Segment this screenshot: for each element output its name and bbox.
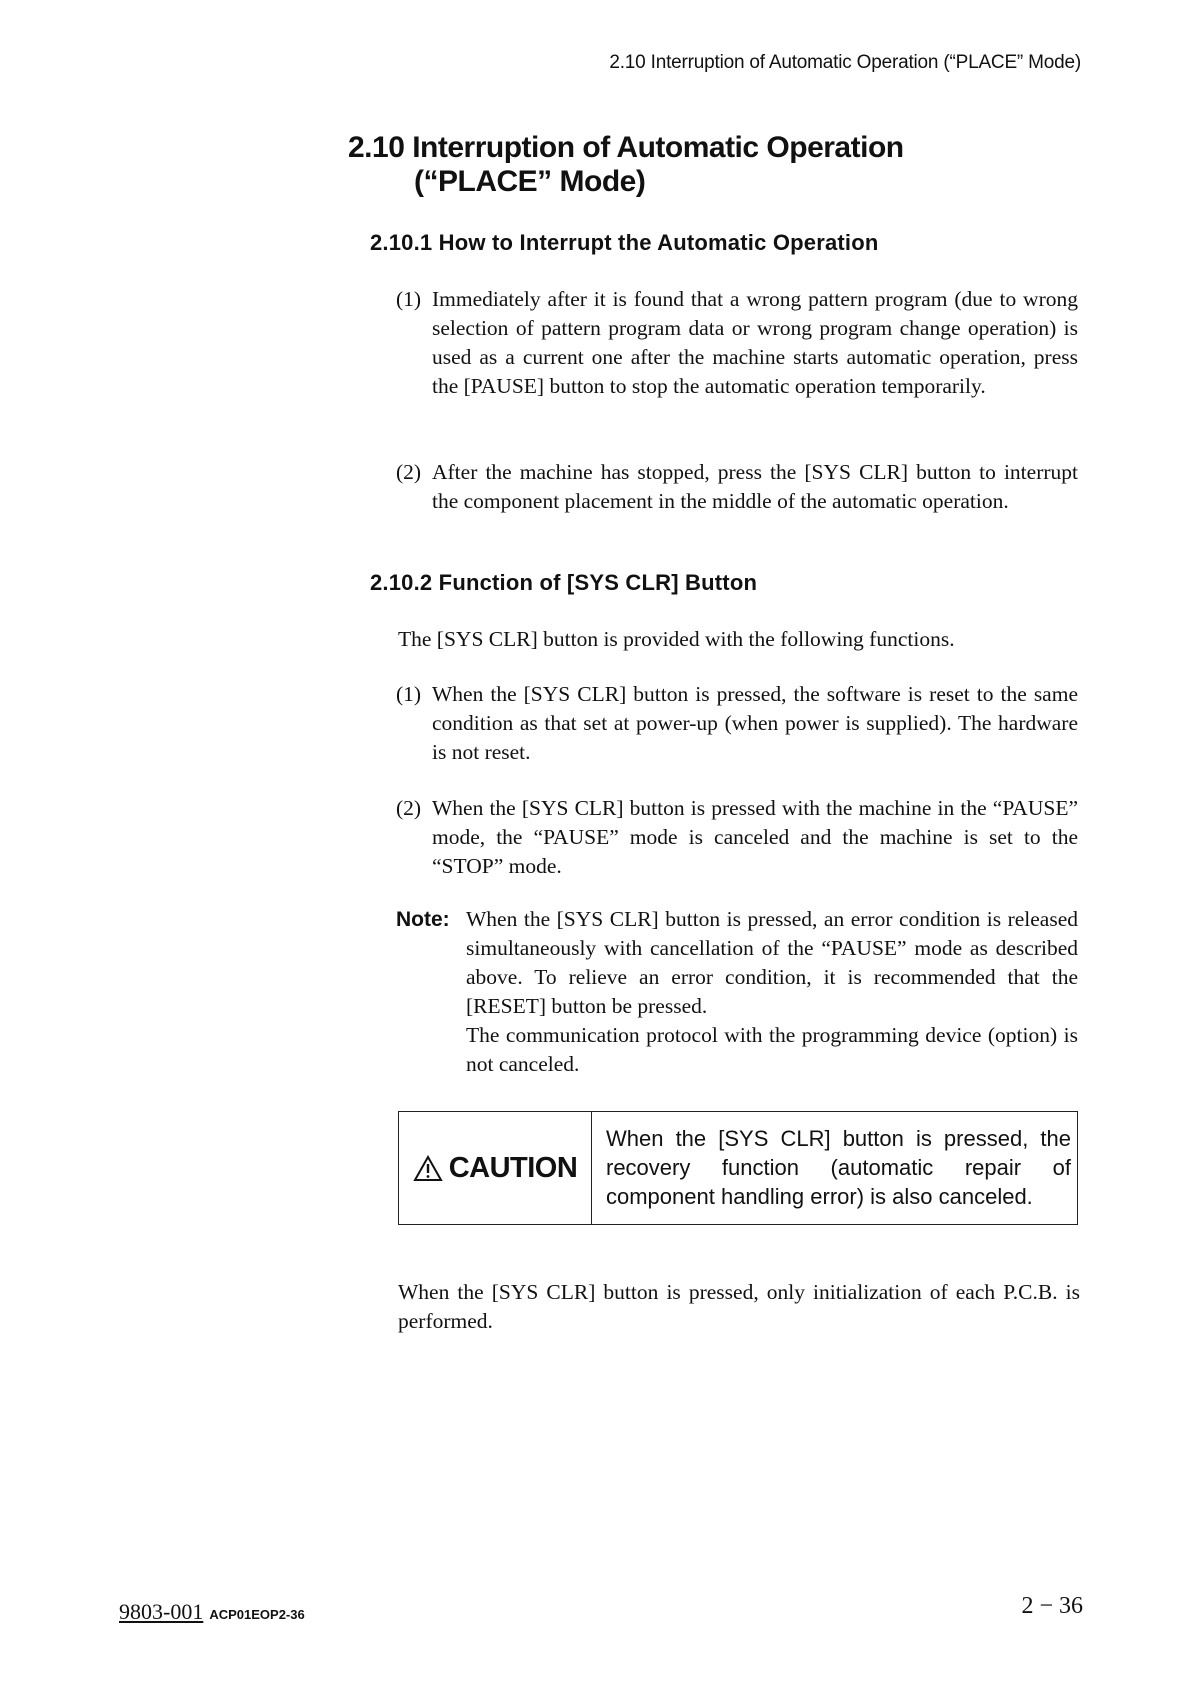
subsection-heading-2-10-2: 2.10.2 Function of [SYS CLR] Button — [370, 570, 758, 595]
list-item-number: (2) — [396, 460, 422, 484]
section-title-line1: 2.10 Interruption of Automatic Operation — [348, 131, 904, 164]
list-item-number: (1) — [396, 287, 422, 311]
list-item — [396, 458, 1078, 516]
list-item-text: When the [SYS CLR] button is pressed with the machine in the “PAUSE” mode, the “PAUSE” mode is canceled and the machine is set to the “STOP” mode. — [432, 796, 1078, 878]
list-item — [396, 285, 1078, 401]
page-number: 2 − 36 — [1021, 1593, 1083, 1619]
closing-paragraph: When the [SYS CLR] button is pressed, only initialization of each P.C.B. is performed. — [398, 1280, 1080, 1333]
document-number: 9803-001 — [119, 1599, 204, 1624]
section-title-line2: (“PLACE” Mode) — [414, 165, 646, 198]
caution-text: When the [SYS CLR] button is pressed, the recovery function (automatic repair of component handling error) is also canceled. — [606, 1126, 1071, 1209]
note-label: Note: — [396, 908, 450, 931]
caution-label-cell — [399, 1112, 592, 1224]
note-body — [466, 905, 1078, 1079]
list-item-text: Immediately after it is found that a wrong pattern program (due to wrong selection of pattern program data or wrong program change operation) is used as a current one after the machine starts automatic operation, press the [PAUSE] button to stop the automatic operation temporarily. — [432, 287, 1078, 398]
intro-paragraph: The [SYS CLR] button is provided with the following functions. — [398, 627, 955, 651]
footer-document-id — [119, 1599, 305, 1625]
section-title — [348, 131, 1048, 199]
list-item-number: (1) — [396, 682, 422, 706]
note-text-2: The communication protocol with the programming device (option) is not canceled. — [466, 1023, 1078, 1076]
list-item-number: (2) — [396, 796, 422, 820]
document-code: ACP01EOP2-36 — [209, 1607, 305, 1622]
list-item-text: When the [SYS CLR] button is pressed, the software is reset to the same condition as that set at power-up (when power is supplied). The hardware is not reset. — [432, 682, 1078, 764]
warning-triangle-icon — [413, 1155, 443, 1182]
note-block — [396, 905, 1078, 1079]
running-header: 2.10 Interruption of Automatic Operation (“PLACE” Mode) — [609, 52, 1081, 73]
list-item-text: After the machine has stopped, press the [SYS CLR] button to interrupt the component placement in the middle of the automatic operation. — [432, 460, 1078, 513]
caution-box — [398, 1111, 1078, 1225]
list-item — [396, 794, 1078, 881]
subsection-heading-2-10-1: 2.10.1 How to Interrupt the Automatic Operation — [370, 230, 879, 255]
note-text-1: When the [SYS CLR] button is pressed, an error condition is released simultaneously with cancellation of the “PAUSE” mode as described above. To relieve an error condition, it is recommended that the [RESET] button be pressed. — [466, 907, 1078, 1018]
caution-label: CAUTION — [448, 1151, 578, 1184]
list-item — [396, 680, 1078, 767]
